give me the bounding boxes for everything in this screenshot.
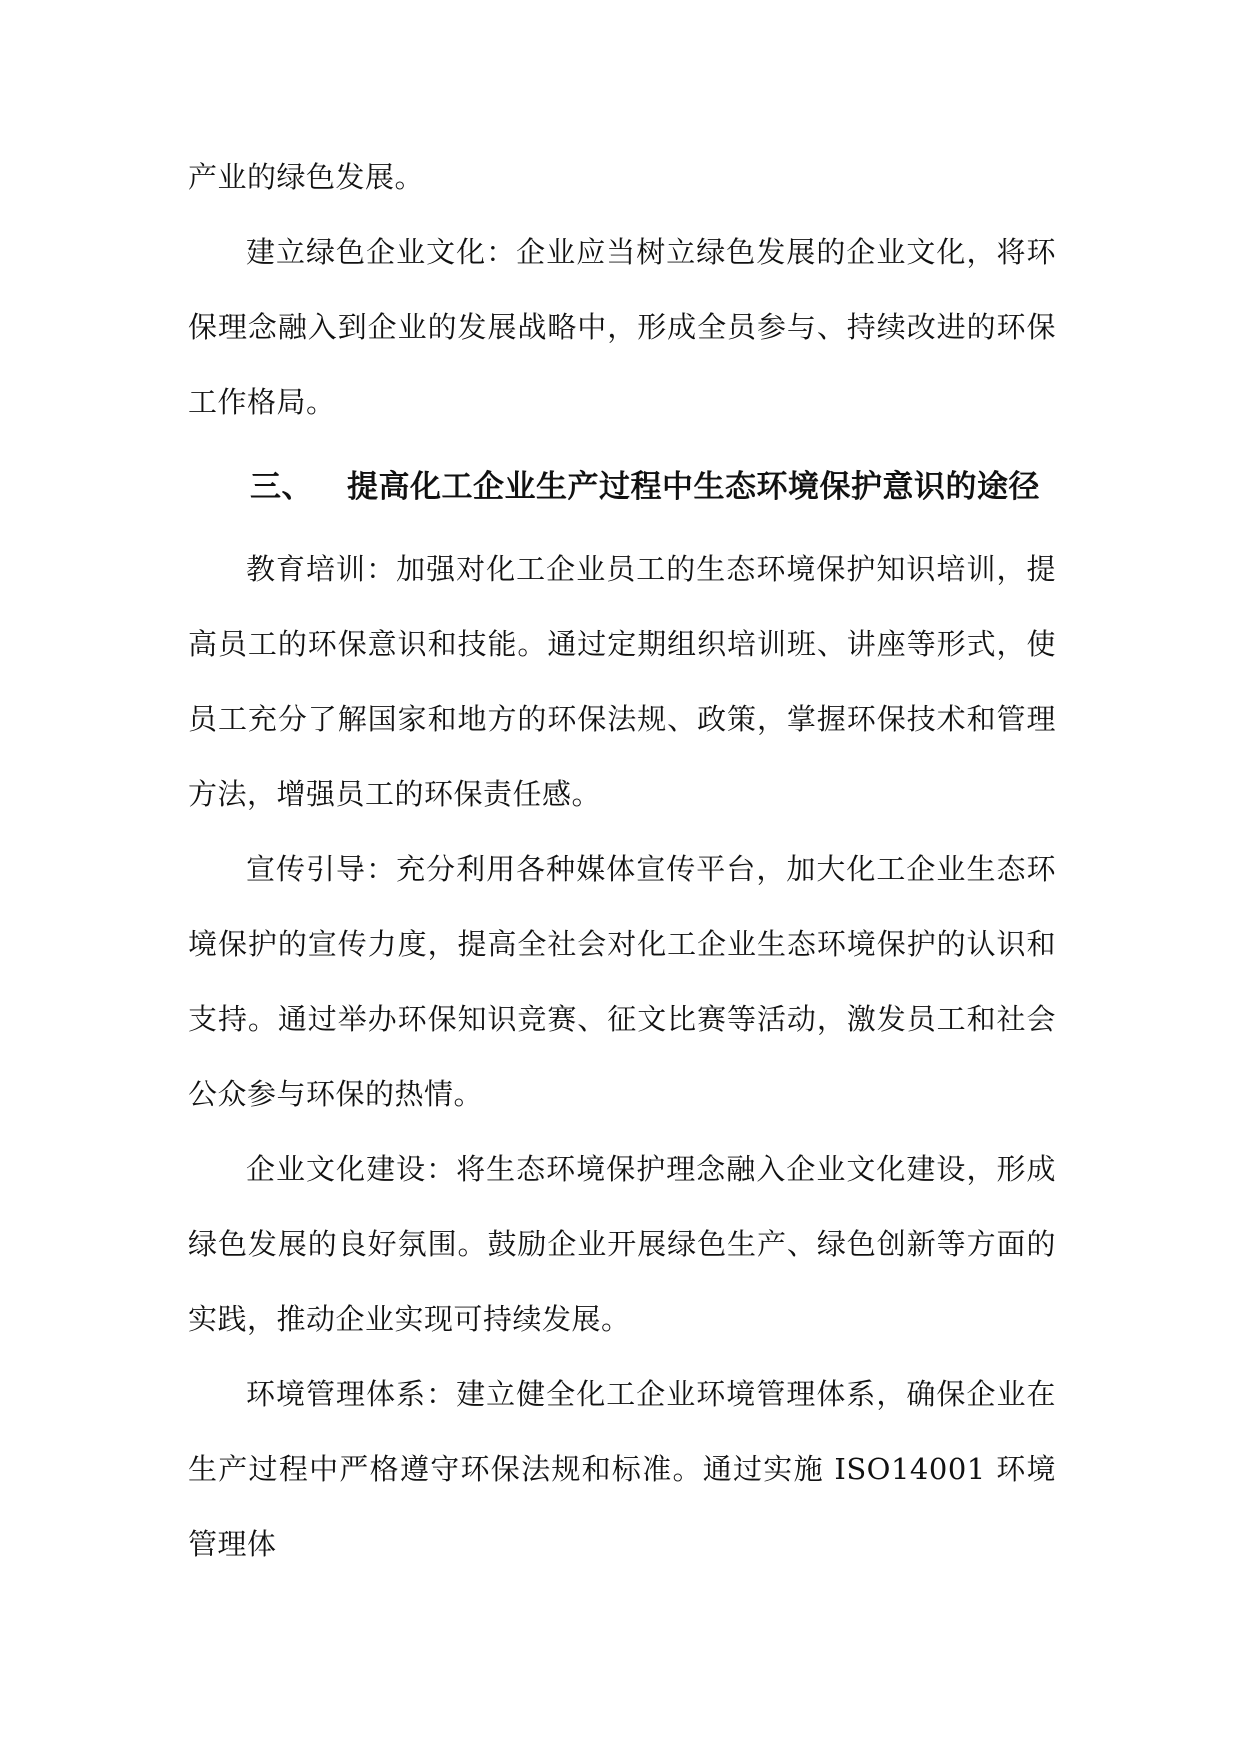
paragraph-green-culture: 建立绿色企业文化：企业应当树立绿色发展的企业文化，将环保理念融入到企业的发展战略中，形成全员参与、持续改进的环保工作格局。 bbox=[188, 235, 1056, 419]
document-body bbox=[188, 140, 1056, 1582]
paragraph-environmental-management: 环境管理体系：建立健全化工企业环境管理体系，确保企业在生产过程中严格遵守环保法规和标准。通过实施 ISO14001 环境管理体 bbox=[188, 1377, 1056, 1561]
paragraph-education-training: 教育培训：加强对化工企业员工的生态环境保护知识培训，提高员工的环保意识和技能。通过定期组织培训班、讲座等形式，使员工充分了解国家和地方的环保法规、政策，掌握环保技术和管理方法，增强员工的环保责任感。 bbox=[188, 552, 1056, 811]
section-number: 三、 bbox=[250, 469, 313, 505]
paragraph-corporate-culture: 企业文化建设：将生态环境保护理念融入企业文化建设，形成绿色发展的良好氛围。鼓励企业开展绿色生产、绿色创新等方面的实践，推动企业实现可持续发展。 bbox=[188, 1152, 1056, 1336]
paragraph-continuation: 产业的绿色发展。 bbox=[188, 160, 425, 194]
section-heading bbox=[188, 440, 1056, 532]
section-title: 提高化工企业生产过程中生态环境保护意识的途径 bbox=[347, 469, 1040, 505]
paragraph-publicity-guidance: 宣传引导：充分利用各种媒体宣传平台，加大化工企业生态环境保护的宣传力度，提高全社会对化工企业生态环境保护的认识和支持。通过举办环保知识竞赛、征文比赛等活动，激发员工和社会公众参与环保的热情。 bbox=[188, 852, 1056, 1111]
